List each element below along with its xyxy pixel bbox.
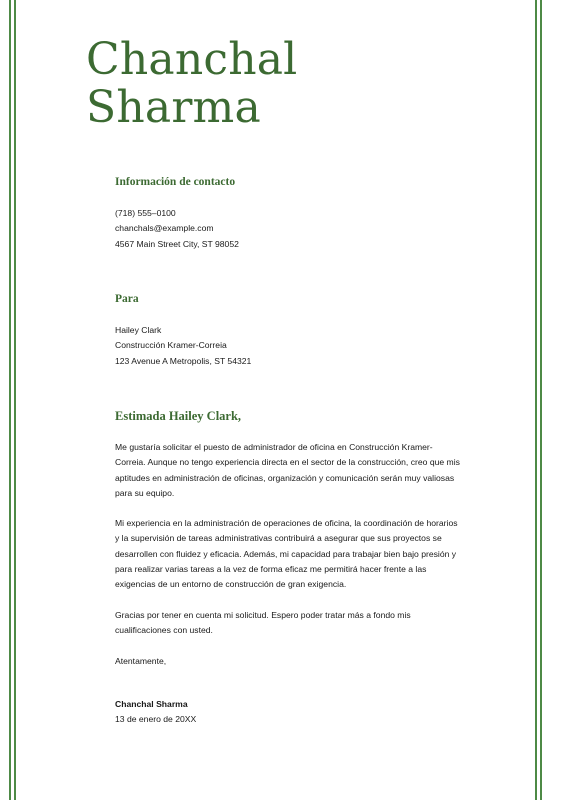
page-border-right-outer bbox=[540, 0, 542, 800]
sender-name bbox=[86, 36, 297, 132]
contact-phone: (718) 555–0100 bbox=[115, 208, 176, 218]
paragraph-line: Me gustaría solicitar el puesto de administrador de oficina en Construcción Kramer- bbox=[115, 442, 433, 452]
recipient-address: 123 Avenue A Metropolis, ST 54321 bbox=[115, 355, 252, 366]
paragraph-line: y la supervisión de tareas administrativas contribuirá a asegurar que sus proyectos se bbox=[115, 533, 442, 544]
recipient-company: Construcción Kramer-Correia bbox=[115, 340, 227, 351]
page-border-left-outer bbox=[9, 0, 11, 800]
to-heading: Para bbox=[115, 293, 139, 305]
paragraph-line: aptitudes en administración de oficinas, organización y comunicación serán muy valiosas bbox=[115, 472, 455, 483]
contact-info bbox=[115, 206, 239, 252]
recipient-info bbox=[115, 323, 251, 369]
paragraph-1 bbox=[115, 440, 460, 501]
salutation: Estimada Hailey Clark, bbox=[115, 409, 242, 423]
signature-block bbox=[115, 697, 196, 728]
recipient-name: Hailey Clark bbox=[115, 325, 162, 335]
paragraph-line: para realizar varias tareas a la vez de forma eficaz me permitirá hacer frente a las bbox=[115, 563, 427, 574]
signature-name: Chanchal Sharma bbox=[115, 699, 188, 709]
sender-name-line1: Chanchal bbox=[86, 34, 298, 85]
closing bbox=[115, 654, 166, 669]
contact-address: 4567 Main Street City, ST 98052 bbox=[115, 238, 239, 249]
letter-date: 13 de enero de 20XX bbox=[115, 714, 197, 725]
page-border-right-inner bbox=[535, 0, 537, 800]
paragraph-line: Gracias por tener en cuenta mi solicitud. Espero poder tratar más a fondo mis bbox=[115, 610, 411, 620]
page-border-left-inner bbox=[14, 0, 16, 800]
paragraph-line: Mi experiencia en la administración de operaciones de oficina, la coordinación de horarios bbox=[115, 518, 458, 528]
paragraph-line: exigencias de un entorno de construcción de gran exigencia. bbox=[115, 579, 347, 590]
contact-email: chanchals@example.com bbox=[115, 223, 214, 234]
contact-heading: Información de contacto bbox=[115, 176, 236, 188]
paragraph-line: Correia. Aunque no tengo experiencia directa en el sector de la construcción, creo que mis bbox=[115, 457, 460, 468]
paragraph-line: cualificaciones con usted. bbox=[115, 625, 213, 636]
paragraph-2 bbox=[115, 516, 458, 592]
paragraph-line: desarrollen con fluidez y eficacia. Además, mi capacidad para trabajar bien bajo presión y bbox=[115, 548, 457, 559]
paragraph-3 bbox=[115, 608, 411, 639]
sender-name-line2: Sharma bbox=[86, 82, 261, 133]
closing-text: Atentamente, bbox=[115, 656, 167, 666]
paragraph-line: para su equipo. bbox=[115, 487, 175, 498]
